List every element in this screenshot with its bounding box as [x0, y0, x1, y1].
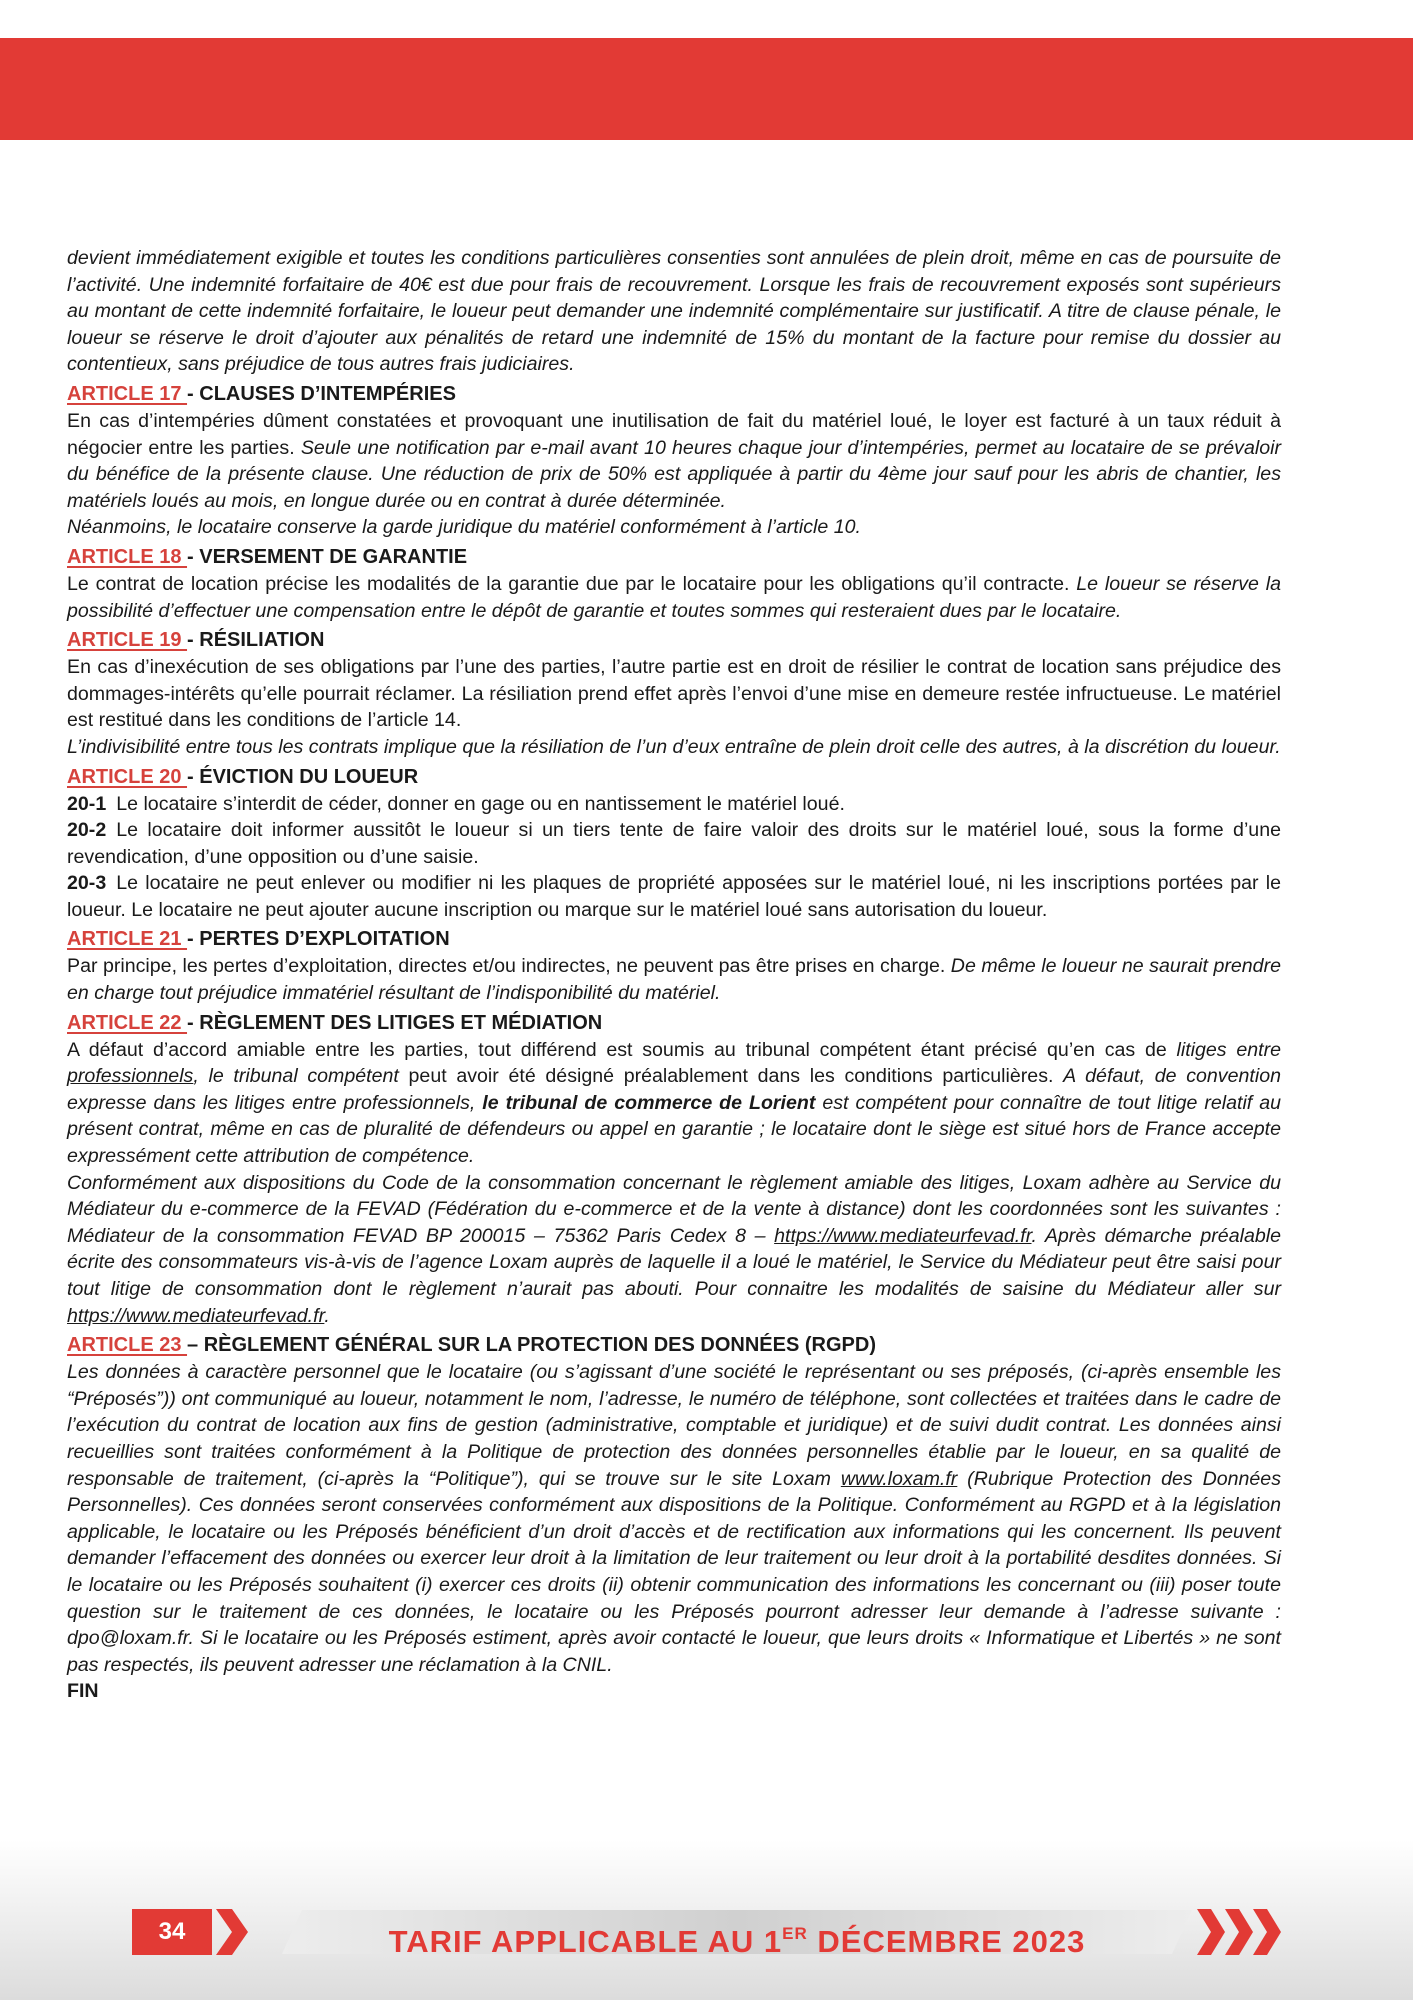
- article-21-paragraph: [67, 953, 1281, 1006]
- article-22-heading: [67, 1009, 1281, 1037]
- article-19-paragraph: En cas d’inexécution de ses obligations par l’une des parties, l’autre partie est en droit de résilier le contrat de location sans préjudice des dommages-intérêts qu’elle pourrait réclamer. La résiliation prend effet après l’envoi d’une mise en demeure restée infructueuse. Le matériel est restitué dans les conditions de l’article 14.: [67, 656, 1281, 732]
- intro-paragraph: devient immédiatement exigible et toutes les conditions particulières consenties sont annulées de plein droit, même en cas de poursuite de l’activité. Une indemnité forfaitaire de 40€ est due pour frais de recouvrement. Lorsque les frais de recouvrement exposés sont supérieurs au montant de cette indemnité forfaitaire, le loueur peut demander une indemnité complémentaire sur justificatif. A titre de clause pénale, le loueur se réserve le droit d’ajouter aux pénalités de retard une indemnité de 15% du montant de la facture pour remise du dossier au contentieux, sans préjudice de tous autres frais judiciaires.: [67, 247, 1281, 376]
- text-run: litiges entre: [1176, 1038, 1281, 1061]
- article-23-paragraph: [67, 1359, 1281, 1678]
- footer-title-text: DÉCEMBRE 2023: [807, 1924, 1086, 1959]
- article-18-text-italic: Le loueur se réserve la possibilité d’effectuer une compensation entre le dépôt de garantie et toutes sommes qui resteraient dues par le locataire.: [67, 572, 1281, 622]
- text-run: (Rubrique Protection des Données Personnelles). Ces données seront conservées conformément aux dispositions de la Politique. Conformément au RGPD et à la législation applicable, le locataire ou les Préposés bénéficient d’un droit d’accès et de rectification aux informations qui les concernent. Ils peuvent demander l’effacement des données ou exercer leur droit à la limitation de leur traitement ou leur droit à la portabilité desdites données. Si le locataire ou les Préposés souhaitent (i) exercer ces droits (ii) obtenir communication des informations les concernant ou (iii) poser toute question sur le traitement de ces données, le locataire ou les Préposés pourront adresser leur demande à l’adresse suivante : dpo@loxam.fr. Si le locataire ou les Préposés estiment, après avoir contacté le loueur, que leurs droits « Informatique et Libertés » ne sont pas respectés, ils peuvent adresser une réclamation à la CNIL.: [67, 1467, 1281, 1676]
- footer-title-sup: ER: [782, 1924, 808, 1943]
- item-number: 20-2: [67, 819, 107, 842]
- article-18-number: ARTICLE 18: [67, 545, 188, 568]
- article-17-paragraph: [67, 408, 1281, 514]
- page-number: 34: [132, 1909, 212, 1955]
- text-run: . Après démarche préalable écrite des consommateurs vis-à-vis de l’agence Loxam auprès de laquelle il a loué le matériel, le Service du Médiateur peut être saisi pour tout litige de consommation dont le règlement n’aurait pas abouti. Pour connaitre les modalités de saisine du Médiateur aller sur: [67, 1224, 1281, 1300]
- footer-title: [282, 1912, 1192, 1959]
- article-18-title: - VERSEMENT DE GARANTIE: [187, 545, 468, 568]
- item-number: 20-1: [67, 792, 107, 815]
- article-21-title: - PERTES D’EXPLOITATION: [187, 928, 450, 951]
- text-run: .: [324, 1304, 330, 1327]
- article-22-paragraph: [67, 1037, 1281, 1170]
- article-20-heading: [67, 763, 1281, 791]
- article-17-text-italic: Seule une notification par e-mail avant 10 heures chaque jour d’intempéries, permet au locataire de se prévaloir du bénéfice de la présente clause. Une réduction de prix de 50% est appliquée à partir du 4ème jour sauf pour les abris de chantier, les matériels loués au mois, en longue durée ou en contrat à durée déterminée.: [67, 436, 1281, 512]
- article-19-number: ARTICLE 19: [67, 629, 188, 652]
- article-22-mediation: [67, 1170, 1281, 1330]
- article-18-text: Le contrat de location précise les modalités de la garantie due par le locataire pour les obligations qu’il contracte.: [67, 572, 1077, 595]
- chevron-right-icon: [214, 1909, 250, 1955]
- item-text: Le locataire ne peut enlever ou modifier ni les plaques de propriété apposées sur le matériel loué, ni les inscriptions portées par le loueur. Le locataire ne peut ajouter aucune inscription ou marque sur le matériel loué sans autorisation du loueur.: [67, 872, 1281, 921]
- article-19-note: L’indivisibilité entre tous les contrats implique que la résiliation de l’un d’eux entraîne de plein droit celle des autres, à la discrétion du loueur.: [67, 735, 1281, 758]
- article-20-item: [67, 791, 1281, 818]
- text-run: Conformément aux dispositions du Code de la consommation concernant le règlement amiable des litiges, Loxam adhère au Service du Médiateur du e-commerce de la FEVAD (Fédération du e-commerce et de la vente à distance) dont les coordonnées sont les suivantes : Médiateur de la consommation FEVAD BP 200015 – 75362 Paris Cedex 8 –: [67, 1171, 1281, 1247]
- document-body: [67, 245, 1281, 1705]
- article-18-heading: [67, 543, 1281, 571]
- article-23-number: ARTICLE 23: [67, 1334, 188, 1357]
- text-run: A défaut, de convention expresse dans les litiges entre professionnels,: [67, 1065, 1281, 1114]
- mediateur-link[interactable]: https://www.mediateurfevad.fr: [67, 1304, 325, 1327]
- footer-title-text: TARIF APPLICABLE AU 1: [388, 1924, 783, 1959]
- article-17-text: En cas d’intempéries dûment constatées et provoquant une inutilisation de fait du matériel loué, le loyer est facturé à un taux réduit à négocier entre les parties.: [67, 409, 1281, 459]
- article-20-title: - ÉVICTION DU LOUEUR: [187, 765, 419, 788]
- article-17-note: Néanmoins, le locataire conserve la garde juridique du matériel conformément à l’article 10.: [67, 516, 861, 539]
- text-run: A défaut d’accord amiable entre les parties, tout différend est soumis au tribunal compétent étant précisé qu’en cas de: [67, 1038, 1177, 1061]
- header-band: [0, 38, 1413, 140]
- text-run: le tribunal de commerce de Lorient: [482, 1091, 816, 1114]
- article-22-number: ARTICLE 22: [67, 1011, 188, 1034]
- article-23-title: – RÈGLEMENT GÉNÉRAL SUR LA PROTECTION DES DONNÉES (RGPD): [187, 1334, 876, 1357]
- article-20-number: ARTICLE 20: [67, 765, 188, 788]
- article-19-heading: [67, 626, 1281, 654]
- text-run: , le tribunal compétent: [193, 1065, 399, 1088]
- article-18-paragraph: [67, 571, 1281, 624]
- item-number: 20-3: [67, 872, 107, 895]
- article-23-heading: [67, 1331, 1281, 1359]
- article-22-title: - RÈGLEMENT DES LITIGES ET MÉDIATION: [187, 1011, 603, 1034]
- mediateur-link[interactable]: https://www.mediateurfevad.fr: [774, 1224, 1032, 1247]
- text-run: est compétent pour connaître de tout litige relatif au présent contrat, même en cas de pluralité de défendeurs ou appel en garantie ; le locataire dont le siège est situé hors de France accepte expressément cette attribution de compétence.: [67, 1091, 1281, 1168]
- article-21-heading: [67, 925, 1281, 953]
- article-20-item: [67, 817, 1281, 870]
- article-19-title: - RÉSILIATION: [187, 629, 325, 652]
- article-17-title: - CLAUSES D’INTEMPÉRIES: [187, 382, 456, 405]
- item-text: Le locataire doit informer aussitôt le loueur si un tiers tente de faire valoir des droits sur le matériel loué, sous la forme d’une revendication, d’une opposition ou d’une saisie.: [67, 819, 1281, 868]
- loxam-link[interactable]: www.loxam.fr: [840, 1467, 958, 1490]
- item-text: Le locataire s’interdit de céder, donner en gage ou en nantissement le matériel loué.: [116, 792, 845, 815]
- article-20-item: [67, 870, 1281, 923]
- article-21-text: Par principe, les pertes d’exploitation, directes et/ou indirectes, ne peuvent pas être prises en charge.: [67, 955, 951, 978]
- text-run: peut avoir été désigné préalablement dans les conditions particulières.: [398, 1065, 1064, 1088]
- end-marker: FIN: [67, 1680, 99, 1703]
- text-run: professionnels: [67, 1065, 194, 1088]
- text-run: Les données à caractère personnel que le locataire (ou s’agissant d’une société le représentant ou ses préposés, (ci-après ensemble les “Préposés”)) ont communiqué au loueur, notamment le nom, l’adresse, le numéro de téléphone, sont collectées et traitées dans le cadre de l’exécution du contrat de location aux fins de gestion (administrative, comptable et juridique) et de suivi dudit contrat. Les données ainsi recueillies sont traitées conformément à la Politique de protection des données personnelles établie par le loueur, en sa qualité de responsable de traitement, (ci-après la “Politique”), qui se trouve sur le site Loxam: [67, 1361, 1281, 1490]
- article-21-text-italic: De même le loueur ne saurait prendre en charge tout préjudice immatériel résultant de l’indisponibilité du matériel.: [67, 955, 1281, 1005]
- article-21-number: ARTICLE 21: [67, 928, 188, 951]
- article-17-number: ARTICLE 17: [67, 382, 188, 405]
- article-17-heading: [67, 380, 1281, 408]
- triple-chevron-icon: [1195, 1909, 1285, 1955]
